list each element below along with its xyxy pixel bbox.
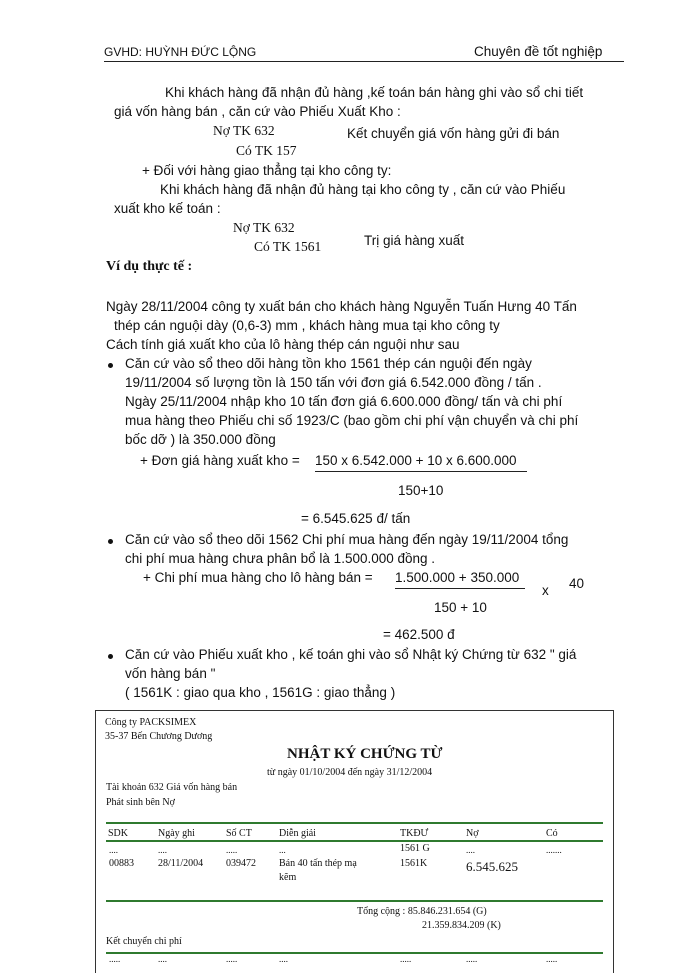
bullet2-line1: Căn cứ vào sổ theo dõi 1562 Chi phí mua hàng đến ngày 19/11/2004 tổng	[125, 532, 569, 547]
total-line2: 21.359.834.209 (K)	[422, 920, 501, 931]
ledger-title: NHẬT KÝ CHỨNG TỪ	[287, 746, 443, 762]
p1-line1: Khi khách hàng đã nhận đủ hàng ,kế toán bán hàng ghi vào sổ chi tiết	[165, 85, 584, 100]
col-ngay-ghi: Ngày ghi	[158, 828, 195, 839]
bottom-dots-5: .....	[466, 954, 478, 964]
col-tkdu: TKĐƯ	[400, 828, 429, 839]
total-line1: Tổng cộng : 85.846.231.654 (G)	[357, 906, 487, 917]
example-line1: Ngày 28/11/2004 công ty xuất bán cho khách hàng Nguyễn Tuấn Hưng 40 Tấn	[106, 299, 577, 314]
dots-date: ....	[158, 845, 167, 855]
bottom-dots-2: .....	[226, 954, 238, 964]
ledger-rule-footer	[106, 952, 603, 954]
bullet-3	[108, 654, 113, 659]
bullet1-line4: mua hàng theo Phiếu chi số 1923/C (bao gồm chi phí vận chuyển và chi phí	[125, 413, 579, 428]
col-so-ct: Số CT	[226, 828, 252, 839]
debit-632: Nợ TK 632	[213, 123, 275, 138]
bullet1-line2: 19/11/2004 số lượng tồn là 150 tấn với đơn giá 6.542.000 đồng / tấn .	[125, 375, 542, 390]
formula2-times: x	[542, 583, 549, 598]
formula2-denominator: 150 + 10	[434, 600, 487, 615]
dots-sdk: ....	[109, 845, 118, 855]
dots-no: ....	[466, 845, 475, 855]
dots-co: .......	[546, 845, 562, 855]
example-line2: thép cán nguội dày (0,6-3) mm , khách hàng mua tại kho công ty	[114, 318, 500, 333]
example-heading: Ví dụ thực tế :	[106, 259, 193, 274]
example-line3: Cách tính giá xuất kho của lô hàng thép cán nguội như sau	[106, 337, 460, 352]
bottom-dots-3: ....	[279, 954, 288, 964]
ledger-rule-bottom	[106, 900, 603, 902]
bullet-1	[108, 363, 113, 368]
row-tk: 1561K	[400, 858, 428, 869]
header-left: GVHD: HUỲNH ĐỨC LỘNG	[104, 45, 257, 59]
bottom-dots-6: .....	[546, 954, 558, 964]
col-sdk: SDK	[108, 828, 129, 839]
dots-tk: 1561 G	[400, 843, 430, 854]
ledger-account: Tài khoản 632 Giá vốn hàng bán	[106, 782, 238, 793]
ledger-company: Công ty PACKSIMEX	[105, 717, 197, 728]
bullet1-line5: bốc dỡ ) là 350.000 đồng	[125, 432, 276, 447]
credit-157: Có TK 157	[236, 143, 297, 158]
bottom-dots-1: ....	[158, 954, 167, 964]
formula1-label: + Đơn giá hàng xuất kho =	[140, 453, 300, 468]
ket-chuyen-chi-phi: Kết chuyển chi phí	[106, 936, 182, 947]
giao-thang-heading: + Đối với hàng giao thẳng tại kho công ty:	[142, 163, 392, 178]
p1-line2: giá vốn hàng bán , căn cứ vào Phiếu Xuất Kho :	[114, 104, 401, 119]
ledger-side: Phát sinh bên Nợ	[106, 797, 175, 808]
formula1-numerator: 150 x 6.542.000 + 10 x 6.600.000	[315, 453, 517, 468]
dots-desc: ...	[279, 845, 286, 855]
bullet3-line2: vốn hàng bán "	[125, 666, 216, 681]
p2-line1: Khi khách hàng đã nhận đủ hàng tại kho công ty , căn cứ vào Phiếu	[160, 182, 566, 197]
header-right: Chuyên đề tốt nghiệp	[474, 44, 603, 59]
ledger-rule-top	[106, 822, 603, 824]
formula1-fraction-bar	[315, 471, 527, 472]
formula2-fraction-bar	[395, 588, 525, 589]
bullet3-line3: ( 1561K : giao qua kho , 1561G : giao thẳng )	[125, 685, 396, 700]
bullet3-line1: Căn cứ vào Phiếu xuất kho , kế toán ghi vào sổ Nhật ký Chứng từ 632 " giá	[125, 647, 577, 662]
p2-line2: xuất kho kế toán :	[114, 201, 221, 216]
bottom-dots-0: .....	[109, 954, 121, 964]
bullet-2	[108, 539, 113, 544]
dots-ct: .....	[226, 845, 238, 855]
formula1-result: = 6.545.625 đ/ tấn	[301, 511, 411, 526]
header-rule	[104, 61, 624, 62]
row-date: 28/11/2004	[158, 858, 204, 869]
row-desc-line2: kẽm	[279, 872, 297, 883]
ledger-rule-header	[106, 840, 603, 842]
formula2-label: + Chi phí mua hàng cho lô hàng bán =	[143, 570, 373, 585]
formula1-denominator: 150+10	[398, 483, 444, 498]
bullet1-line3: Ngày 25/11/2004 nhập kho 10 tấn đơn giá 6.600.000 đồng/ tấn và chi phí	[125, 394, 563, 409]
col-co: Có	[546, 828, 558, 839]
ket-chuyen-note: Kết chuyển giá vốn hàng gửi đi bán	[347, 126, 560, 141]
row-no: 6.545.625	[466, 859, 518, 874]
row-ct: 039472	[226, 858, 256, 869]
formula2-numerator: 1.500.000 + 350.000	[395, 570, 520, 585]
bottom-dots-4: .....	[400, 954, 412, 964]
credit-1561: Có TK 1561	[254, 239, 322, 254]
formula2-multiplier: 40	[569, 576, 585, 591]
ledger-period: từ ngày 01/10/2004 đến ngày 31/12/2004	[267, 767, 433, 778]
debit-632b: Nợ TK 632	[233, 220, 295, 235]
tri-gia-note: Trị giá hàng xuất	[364, 233, 465, 248]
row-desc-line1: Bán 40 tấn thép mạ	[279, 858, 357, 869]
col-dien-giai: Diễn giải	[279, 828, 316, 839]
bullet2-line2: chi phí mua hàng chưa phân bổ là 1.500.000 đồng .	[125, 551, 436, 566]
ledger-address: 35-37 Bến Chương Dương	[105, 731, 213, 742]
bullet1-line1: Căn cứ vào sổ theo dõi hàng tồn kho 1561 thép cán nguội đến ngày	[125, 356, 532, 371]
col-no: Nợ	[466, 828, 479, 839]
row-sdk: 00883	[109, 858, 134, 869]
formula2-result: = 462.500 đ	[383, 627, 455, 642]
